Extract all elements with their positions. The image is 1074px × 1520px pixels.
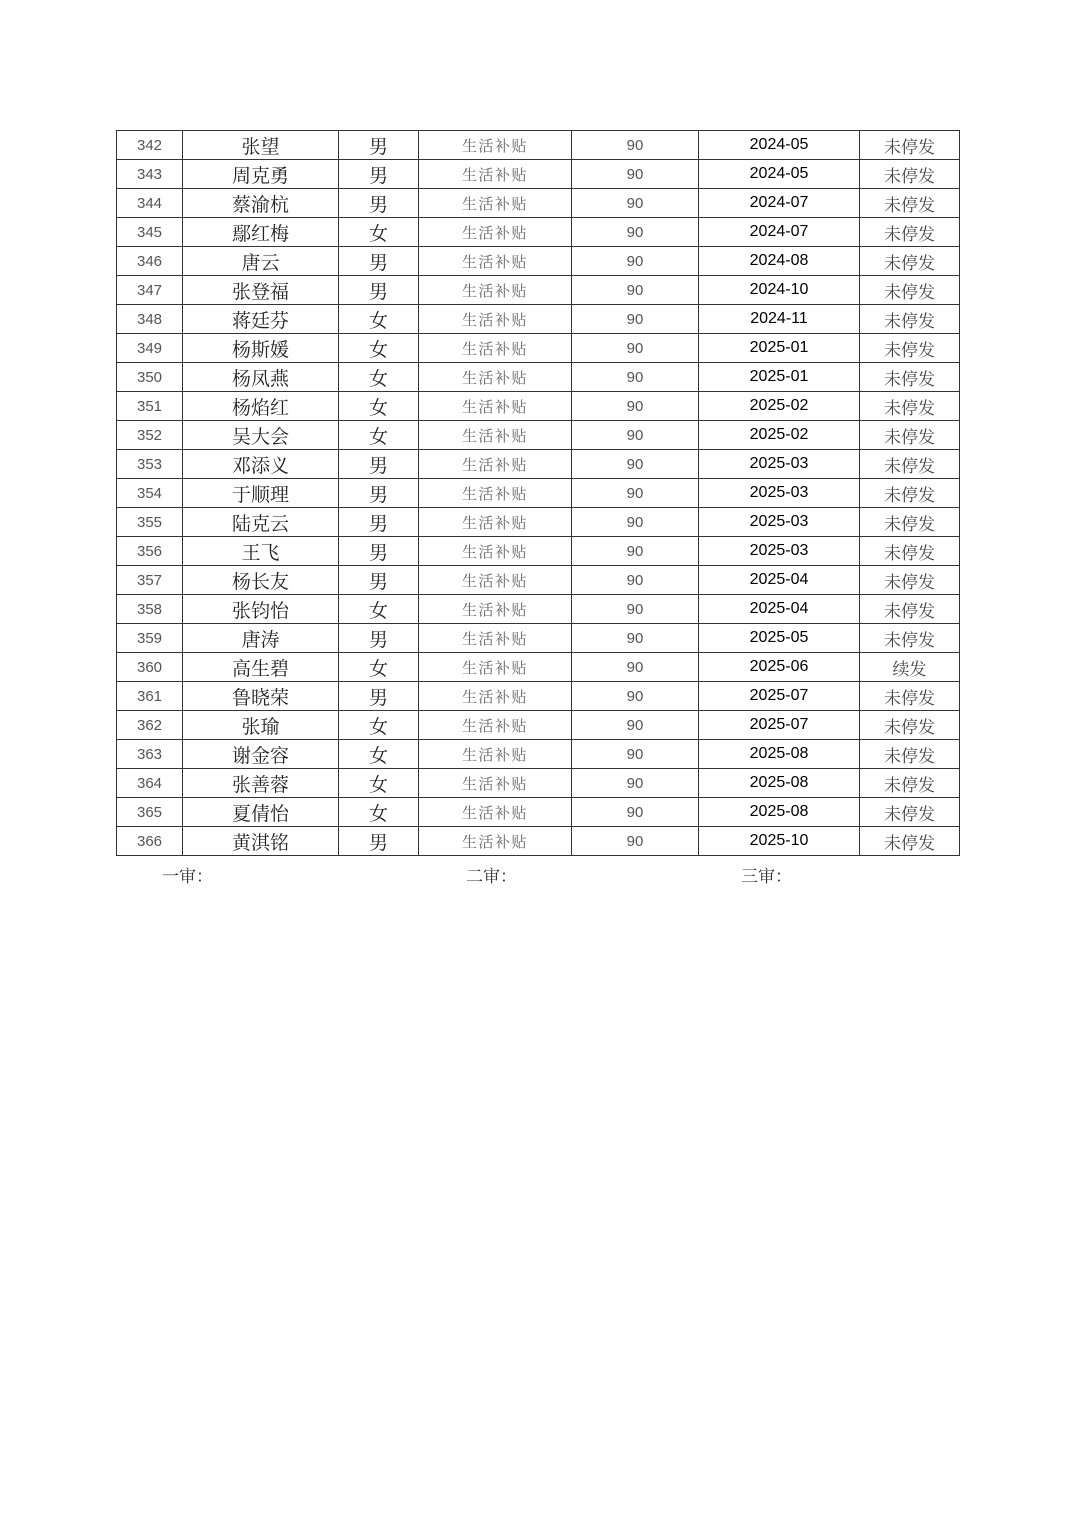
status-cell: 未停发 bbox=[860, 740, 960, 769]
table-row bbox=[117, 189, 960, 218]
third-review-label: 三审： bbox=[741, 867, 792, 887]
table-row bbox=[117, 508, 960, 537]
table-body bbox=[117, 131, 960, 856]
start-date-cell: 2024-10 bbox=[699, 276, 860, 305]
status-cell: 未停发 bbox=[860, 769, 960, 798]
status-cell: 未停发 bbox=[860, 189, 960, 218]
amount-cell: 90 bbox=[572, 276, 699, 305]
name-cell: 唐涛 bbox=[183, 624, 339, 653]
row-number-cell: 364 bbox=[117, 769, 183, 798]
status-cell: 未停发 bbox=[860, 421, 960, 450]
row-number-cell: 343 bbox=[117, 160, 183, 189]
subsidy-type-cell: 生活补贴 bbox=[419, 827, 572, 856]
gender-cell: 男 bbox=[339, 508, 419, 537]
status-cell: 未停发 bbox=[860, 305, 960, 334]
gender-cell: 女 bbox=[339, 334, 419, 363]
amount-cell: 90 bbox=[572, 624, 699, 653]
subsidy-type-cell: 生活补贴 bbox=[419, 624, 572, 653]
gender-cell: 女 bbox=[339, 798, 419, 827]
start-date-cell: 2025-03 bbox=[699, 479, 860, 508]
status-cell: 未停发 bbox=[860, 827, 960, 856]
amount-cell: 90 bbox=[572, 827, 699, 856]
status-cell: 未停发 bbox=[860, 595, 960, 624]
table-row bbox=[117, 798, 960, 827]
status-cell: 未停发 bbox=[860, 218, 960, 247]
row-number-cell: 362 bbox=[117, 711, 183, 740]
subsidy-type-cell: 生活补贴 bbox=[419, 276, 572, 305]
table-row bbox=[117, 218, 960, 247]
table-row bbox=[117, 566, 960, 595]
amount-cell: 90 bbox=[572, 508, 699, 537]
gender-cell: 女 bbox=[339, 595, 419, 624]
start-date-cell: 2025-08 bbox=[699, 740, 860, 769]
table-row bbox=[117, 363, 960, 392]
subsidy-type-cell: 生活补贴 bbox=[419, 769, 572, 798]
table-row bbox=[117, 740, 960, 769]
gender-cell: 男 bbox=[339, 247, 419, 276]
table-row bbox=[117, 334, 960, 363]
row-number-cell: 365 bbox=[117, 798, 183, 827]
start-date-cell: 2025-05 bbox=[699, 624, 860, 653]
subsidy-type-cell: 生活补贴 bbox=[419, 595, 572, 624]
name-cell: 陆克云 bbox=[183, 508, 339, 537]
table-row bbox=[117, 624, 960, 653]
gender-cell: 男 bbox=[339, 189, 419, 218]
row-number-cell: 352 bbox=[117, 421, 183, 450]
table-row bbox=[117, 653, 960, 682]
subsidy-table bbox=[116, 130, 960, 856]
table-row bbox=[117, 827, 960, 856]
status-cell: 未停发 bbox=[860, 276, 960, 305]
table-row bbox=[117, 769, 960, 798]
start-date-cell: 2025-01 bbox=[699, 363, 860, 392]
table-row bbox=[117, 160, 960, 189]
table-row bbox=[117, 711, 960, 740]
status-cell: 未停发 bbox=[860, 334, 960, 363]
subsidy-type-cell: 生活补贴 bbox=[419, 305, 572, 334]
amount-cell: 90 bbox=[572, 247, 699, 276]
gender-cell: 女 bbox=[339, 392, 419, 421]
name-cell: 杨斯媛 bbox=[183, 334, 339, 363]
gender-cell: 男 bbox=[339, 479, 419, 508]
amount-cell: 90 bbox=[572, 450, 699, 479]
amount-cell: 90 bbox=[572, 392, 699, 421]
status-cell: 未停发 bbox=[860, 624, 960, 653]
amount-cell: 90 bbox=[572, 566, 699, 595]
amount-cell: 90 bbox=[572, 537, 699, 566]
row-number-cell: 349 bbox=[117, 334, 183, 363]
row-number-cell: 358 bbox=[117, 595, 183, 624]
gender-cell: 男 bbox=[339, 682, 419, 711]
status-cell: 未停发 bbox=[860, 566, 960, 595]
subsidy-type-cell: 生活补贴 bbox=[419, 566, 572, 595]
amount-cell: 90 bbox=[572, 305, 699, 334]
name-cell: 杨凤燕 bbox=[183, 363, 339, 392]
name-cell: 蔡渝杭 bbox=[183, 189, 339, 218]
name-cell: 蒋廷芬 bbox=[183, 305, 339, 334]
subsidy-type-cell: 生活补贴 bbox=[419, 537, 572, 566]
status-cell: 未停发 bbox=[860, 798, 960, 827]
subsidy-type-cell: 生活补贴 bbox=[419, 131, 572, 160]
row-number-cell: 354 bbox=[117, 479, 183, 508]
name-cell: 于顺理 bbox=[183, 479, 339, 508]
amount-cell: 90 bbox=[572, 682, 699, 711]
row-number-cell: 360 bbox=[117, 653, 183, 682]
subsidy-type-cell: 生活补贴 bbox=[419, 247, 572, 276]
subsidy-type-cell: 生活补贴 bbox=[419, 711, 572, 740]
status-cell: 未停发 bbox=[860, 247, 960, 276]
name-cell: 张善蓉 bbox=[183, 769, 339, 798]
row-number-cell: 359 bbox=[117, 624, 183, 653]
row-number-cell: 342 bbox=[117, 131, 183, 160]
subsidy-type-cell: 生活补贴 bbox=[419, 682, 572, 711]
gender-cell: 男 bbox=[339, 276, 419, 305]
amount-cell: 90 bbox=[572, 769, 699, 798]
start-date-cell: 2024-08 bbox=[699, 247, 860, 276]
subsidy-type-cell: 生活补贴 bbox=[419, 421, 572, 450]
row-number-cell: 351 bbox=[117, 392, 183, 421]
subsidy-type-cell: 生活补贴 bbox=[419, 334, 572, 363]
start-date-cell: 2025-03 bbox=[699, 450, 860, 479]
name-cell: 夏倩怡 bbox=[183, 798, 339, 827]
amount-cell: 90 bbox=[572, 363, 699, 392]
name-cell: 谢金容 bbox=[183, 740, 339, 769]
subsidy-type-cell: 生活补贴 bbox=[419, 450, 572, 479]
subsidy-type-cell: 生活补贴 bbox=[419, 653, 572, 682]
subsidy-type-cell: 生活补贴 bbox=[419, 740, 572, 769]
start-date-cell: 2025-01 bbox=[699, 334, 860, 363]
start-date-cell: 2025-08 bbox=[699, 798, 860, 827]
table-row bbox=[117, 276, 960, 305]
amount-cell: 90 bbox=[572, 479, 699, 508]
gender-cell: 女 bbox=[339, 218, 419, 247]
amount-cell: 90 bbox=[572, 218, 699, 247]
row-number-cell: 344 bbox=[117, 189, 183, 218]
subsidy-type-cell: 生活补贴 bbox=[419, 508, 572, 537]
table-row bbox=[117, 595, 960, 624]
table-row bbox=[117, 450, 960, 479]
table-row bbox=[117, 305, 960, 334]
name-cell: 邓添义 bbox=[183, 450, 339, 479]
start-date-cell: 2025-10 bbox=[699, 827, 860, 856]
gender-cell: 女 bbox=[339, 653, 419, 682]
name-cell: 杨长友 bbox=[183, 566, 339, 595]
gender-cell: 男 bbox=[339, 827, 419, 856]
amount-cell: 90 bbox=[572, 131, 699, 160]
status-cell: 未停发 bbox=[860, 160, 960, 189]
table-row bbox=[117, 682, 960, 711]
amount-cell: 90 bbox=[572, 189, 699, 218]
amount-cell: 90 bbox=[572, 740, 699, 769]
status-cell: 续发 bbox=[860, 653, 960, 682]
start-date-cell: 2024-11 bbox=[699, 305, 860, 334]
amount-cell: 90 bbox=[572, 160, 699, 189]
subsidy-type-cell: 生活补贴 bbox=[419, 363, 572, 392]
amount-cell: 90 bbox=[572, 595, 699, 624]
second-review-label: 二审： bbox=[466, 867, 517, 887]
row-number-cell: 345 bbox=[117, 218, 183, 247]
row-number-cell: 348 bbox=[117, 305, 183, 334]
amount-cell: 90 bbox=[572, 421, 699, 450]
subsidy-type-cell: 生活补贴 bbox=[419, 160, 572, 189]
name-cell: 张登福 bbox=[183, 276, 339, 305]
name-cell: 张钧怡 bbox=[183, 595, 339, 624]
name-cell: 唐云 bbox=[183, 247, 339, 276]
subsidy-type-cell: 生活补贴 bbox=[419, 798, 572, 827]
name-cell: 周克勇 bbox=[183, 160, 339, 189]
start-date-cell: 2025-04 bbox=[699, 595, 860, 624]
name-cell: 杨焰红 bbox=[183, 392, 339, 421]
name-cell: 黄淇铭 bbox=[183, 827, 339, 856]
status-cell: 未停发 bbox=[860, 363, 960, 392]
row-number-cell: 355 bbox=[117, 508, 183, 537]
start-date-cell: 2025-06 bbox=[699, 653, 860, 682]
subsidy-type-cell: 生活补贴 bbox=[419, 189, 572, 218]
amount-cell: 90 bbox=[572, 711, 699, 740]
gender-cell: 女 bbox=[339, 769, 419, 798]
status-cell: 未停发 bbox=[860, 711, 960, 740]
start-date-cell: 2025-03 bbox=[699, 508, 860, 537]
status-cell: 未停发 bbox=[860, 392, 960, 421]
gender-cell: 女 bbox=[339, 740, 419, 769]
gender-cell: 男 bbox=[339, 450, 419, 479]
start-date-cell: 2025-03 bbox=[699, 537, 860, 566]
start-date-cell: 2025-04 bbox=[699, 566, 860, 595]
status-cell: 未停发 bbox=[860, 450, 960, 479]
row-number-cell: 357 bbox=[117, 566, 183, 595]
gender-cell: 男 bbox=[339, 566, 419, 595]
table-row bbox=[117, 247, 960, 276]
gender-cell: 男 bbox=[339, 160, 419, 189]
subsidy-type-cell: 生活补贴 bbox=[419, 479, 572, 508]
subsidy-type-cell: 生活补贴 bbox=[419, 218, 572, 247]
start-date-cell: 2024-07 bbox=[699, 218, 860, 247]
name-cell: 鄢红梅 bbox=[183, 218, 339, 247]
table-row bbox=[117, 131, 960, 160]
table-row bbox=[117, 421, 960, 450]
row-number-cell: 350 bbox=[117, 363, 183, 392]
status-cell: 未停发 bbox=[860, 479, 960, 508]
row-number-cell: 346 bbox=[117, 247, 183, 276]
start-date-cell: 2025-02 bbox=[699, 421, 860, 450]
name-cell: 高生碧 bbox=[183, 653, 339, 682]
status-cell: 未停发 bbox=[860, 682, 960, 711]
gender-cell: 男 bbox=[339, 624, 419, 653]
row-number-cell: 356 bbox=[117, 537, 183, 566]
row-number-cell: 363 bbox=[117, 740, 183, 769]
start-date-cell: 2025-02 bbox=[699, 392, 860, 421]
table-row bbox=[117, 392, 960, 421]
start-date-cell: 2024-05 bbox=[699, 160, 860, 189]
gender-cell: 女 bbox=[339, 305, 419, 334]
start-date-cell: 2025-07 bbox=[699, 682, 860, 711]
subsidy-type-cell: 生活补贴 bbox=[419, 392, 572, 421]
gender-cell: 女 bbox=[339, 711, 419, 740]
status-cell: 未停发 bbox=[860, 508, 960, 537]
gender-cell: 男 bbox=[339, 537, 419, 566]
start-date-cell: 2025-07 bbox=[699, 711, 860, 740]
gender-cell: 男 bbox=[339, 131, 419, 160]
gender-cell: 女 bbox=[339, 363, 419, 392]
table-row bbox=[117, 479, 960, 508]
row-number-cell: 347 bbox=[117, 276, 183, 305]
amount-cell: 90 bbox=[572, 798, 699, 827]
name-cell: 吴大会 bbox=[183, 421, 339, 450]
row-number-cell: 353 bbox=[117, 450, 183, 479]
name-cell: 张瑜 bbox=[183, 711, 339, 740]
row-number-cell: 366 bbox=[117, 827, 183, 856]
status-cell: 未停发 bbox=[860, 131, 960, 160]
first-review-label: 一审： bbox=[162, 867, 213, 887]
amount-cell: 90 bbox=[572, 653, 699, 682]
status-cell: 未停发 bbox=[860, 537, 960, 566]
start-date-cell: 2024-07 bbox=[699, 189, 860, 218]
name-cell: 王飞 bbox=[183, 537, 339, 566]
start-date-cell: 2024-05 bbox=[699, 131, 860, 160]
name-cell: 鲁晓荣 bbox=[183, 682, 339, 711]
start-date-cell: 2025-08 bbox=[699, 769, 860, 798]
amount-cell: 90 bbox=[572, 334, 699, 363]
gender-cell: 女 bbox=[339, 421, 419, 450]
row-number-cell: 361 bbox=[117, 682, 183, 711]
name-cell: 张望 bbox=[183, 131, 339, 160]
table-row bbox=[117, 537, 960, 566]
